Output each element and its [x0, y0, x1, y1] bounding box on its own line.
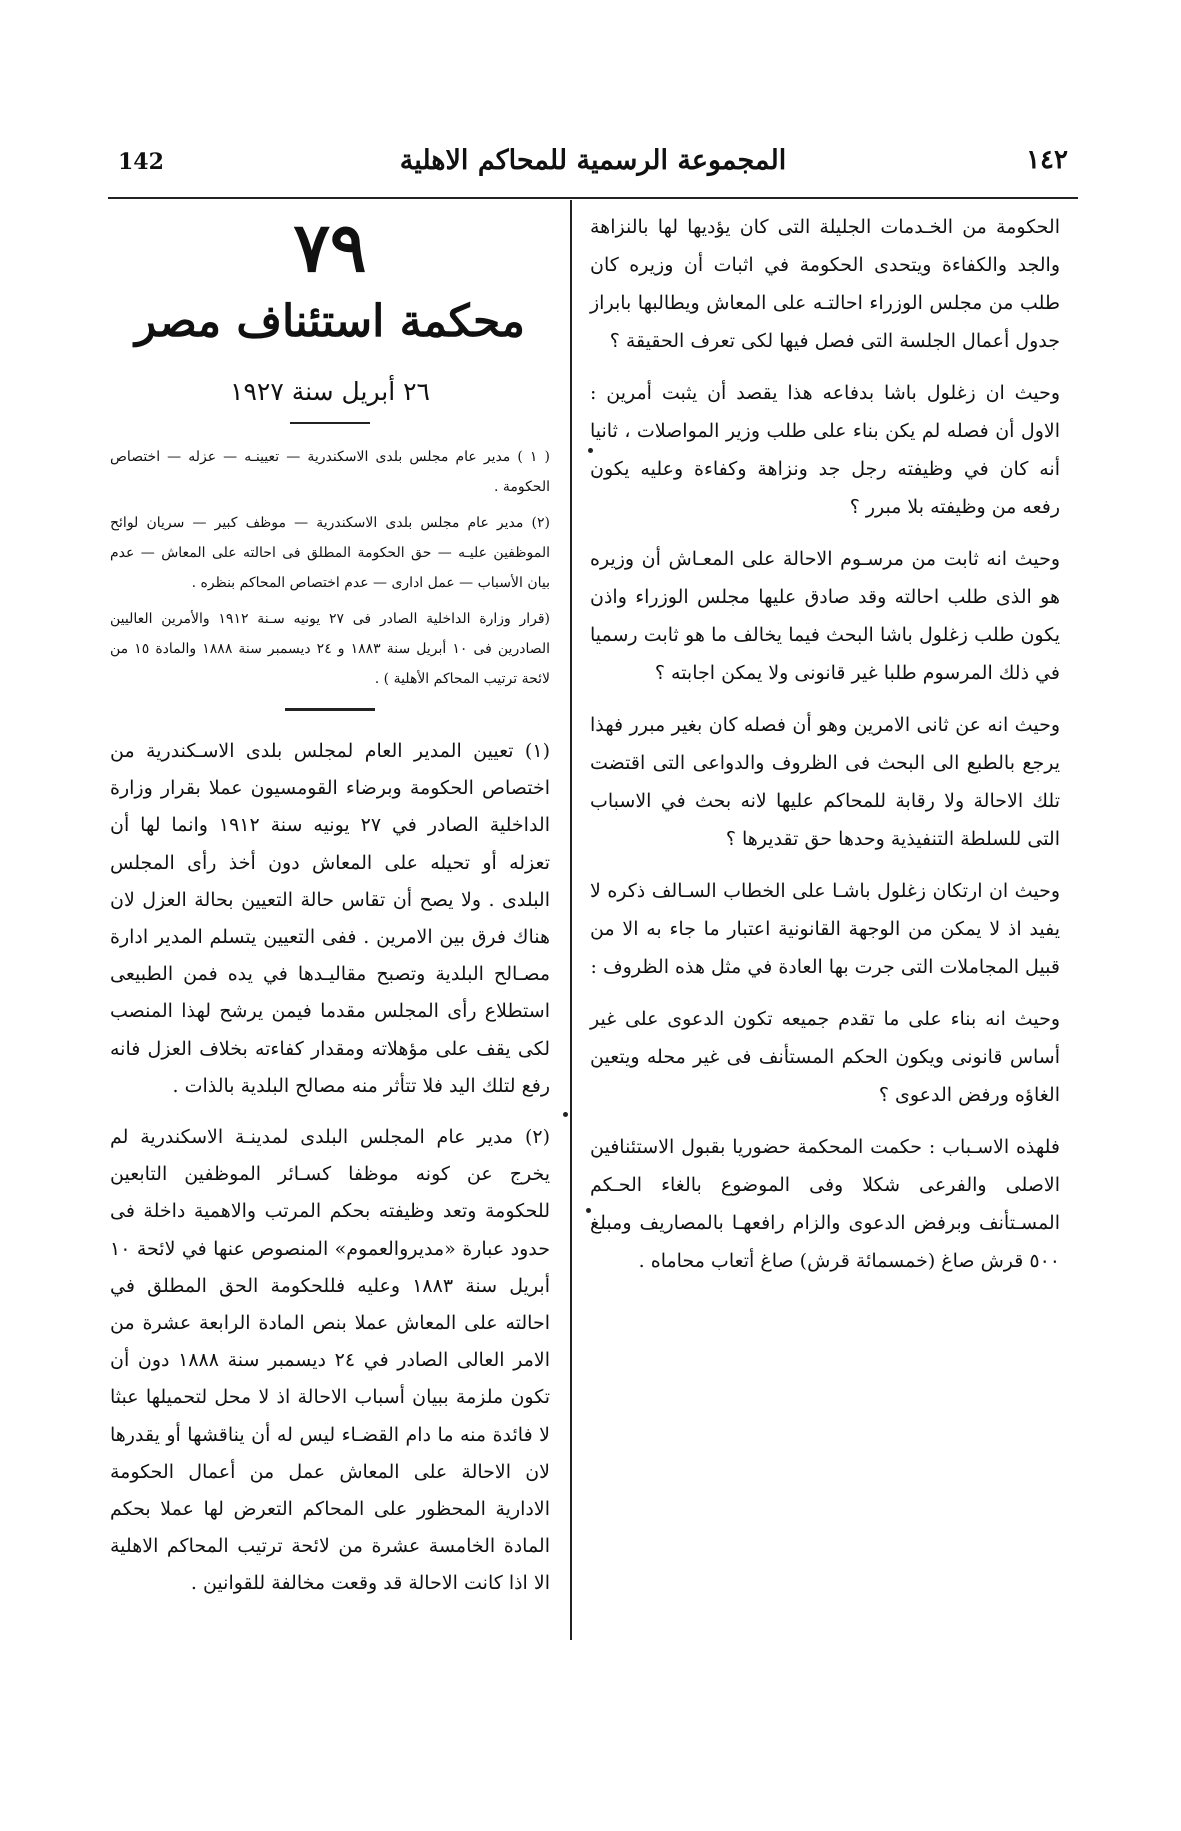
- left-column: [110, 208, 550, 1617]
- margin-dot: [588, 448, 593, 453]
- right-paragraph: الحكومة من الخـدمات الجليلة التى كان يؤديها لها بالنزاهة والجد والكفاءة ويتحدى الحكومة في اثبات أن وزيره كان طلب من مجلس الوزراء احالتـه على المعاش ويطالبها بابراز جدول أعمال الجلسة التى فصل فيها لكى تعرف الحقيقة ؟: [590, 216, 1060, 352]
- header-rule: [108, 197, 1078, 199]
- case-heading: [110, 208, 550, 410]
- summary-item: ( ١ ) مدير عام مجلس بلدى الاسكندرية — تعيينـه — عزله — اختصاص الحكومة .: [110, 449, 550, 495]
- court-name: محكمة استئناف مصر: [135, 296, 525, 347]
- margin-dot: [586, 1208, 591, 1213]
- summary-rule: [285, 708, 375, 711]
- heading-rule: [290, 422, 370, 424]
- right-paragraph: وحيث انه ثابت من مرسـوم الاحالة على المعـاش أن وزيره هو الذى طلب احالته وقد صادق عليها مجلس الوزراء واذن يكون طلب زغلول باشا البحث فيما يخالف ما هو ثابت رسميا في ذلك المرسوم طلبا غير قانونى ولا يمكن اجابته ؟: [590, 548, 1060, 684]
- right-column: [590, 208, 1060, 1294]
- column-divider: [570, 200, 572, 1640]
- right-paragraph: فلهذه الاسـباب : حكمت المحكمة حضوريا بقبول الاستئنافين الاصلى والفرعى شكلا وفى الموضوع بالغاء الحـكم المسـتأنف وبرفض الدعوى والزام رافعهـا بالمصاريف ومبلغ ٥٠٠ قرش صاغ (خمسمائة قرش) صاغ أتعاب محاماه .: [590, 1136, 1060, 1272]
- right-paragraph: وحيث انه بناء على ما تقدم جميعه تكون الدعوى على غير أساس قانونى ويكون الحكم المستأنف فى غير محله ويتعين الغاؤه ورفض الدعوى ؟: [590, 1008, 1060, 1106]
- right-paragraph: وحيث ان زغلول باشا بدفاعه هذا يقصد أن يثبت أمرين : الاول أن فصله لم يكن بناء على طلب وزير المواصلات ، ثانيا أنه كان في وظيفته رجل جد ونزاهة وكفاءة وعليه يكون رفعه من وظيفته بلا مبرر ؟: [590, 382, 1060, 518]
- publication-title: المجموعة الرسمية للمحاكم الاهلية: [399, 145, 787, 176]
- holding-paragraph: (٢) مدير عام المجلس البلدى لمدينـة الاسكندرية لم يخرج عن كونه موظفا كسـائر الموظفين التابعين للحكومة وتعد وظيفته بحكم المرتب والاهمية داخلة فى حدود عبارة «مديروالعموم» المنصوص عنها في لائحة ١٠ أبريل سنة ١٨٨٣ وعليه فللحكومة الحق المطلق في احالته على المعاش عملا بنص المادة الرابعة عشرة من الامر العالى الصادر في ٢٤ ديسمبر سنة ١٨٨٨ دون أن تكون ملزمة ببيان أسباب الاحالة اذ لا محل لتحميلها عبثا لا فائدة منه ما دام القضـاء ليس له أن يناقشها أو يقدرها لان الاحالة على المعاش عمل من أعمال الحكومة الادارية المحظور على المحاكم التعرض لها عملا بحكم المادة الخامسة عشرة من لائحة ترتيب المحاكم الاهلية الا اذا كانت الاحالة قد وقعت مخالفة للقوانين .: [110, 1126, 550, 1595]
- page-number-arabic: ١٤٢: [1026, 145, 1068, 175]
- case-date: ٢٦ أبريل سنة ١٩٢٧: [230, 377, 430, 406]
- case-number: ٧٩: [293, 208, 367, 288]
- summary-item: (٢) مدير عام مجلس بلدى الاسكندرية — موظف كبير — سريان لوائح الموظفين عليـه — حق الحكومة المطلق فى احالته على المعاش — عدم بيان الأسباب — عمل ادارى — عدم اختصاص المحاكم بنظره .: [110, 515, 550, 591]
- holding-paragraph: (١) تعيين المدير العام لمجلس بلدى الاسـكندرية من اختصاص الحكومة وبرضاء القومسيون عملا بقرار وزارة الداخلية الصادر في ٢٧ يونيه سنة ١٩١٢ وانما لها أن تعزله أو تحيله على المعاش دون أخذ رأى المجلس البلدى . ولا يصح أن تقاس حالة التعيين بحالة العزل لان هناك فرق بين الامرين . ففى التعيين يتسلم المدير ادارة مصـالح البلدية وتصبح مقاليـدها في يده فمن الطبيعى استطلاع رأى المجلس مقدما فيمن يرشح لهذا المنصب لكى يقف على مؤهلاته ومقدار كفاءته بخلاف العزل فانه رفع لتلك اليد فلا تتأثر منه مصالح البلدية بالذات .: [110, 740, 550, 1097]
- right-paragraph: وحيث انه عن ثانى الامرين وهو أن فصله كان بغير مبرر فهذا يرجع بالطبع الى البحث فى الظروف والدواعى التى اقتضت تلك الاحالة ولا رقابة للمحاكم عليها لانه بحث في الاسباب التى للسلطة التنفيذية وحدها حق تقديرها ؟: [590, 714, 1060, 850]
- summary-item: (قرار وزارة الداخلية الصادر فى ٢٧ يونيه سـنة ١٩١٢ والأمرين العاليين الصادرين فى ١٠ أبريل سنة ١٨٨٣ و ٢٤ ديسمبر سنة ١٨٨٨ والمادة ١٥ من لائحة ترتيب المحاكم الأهلية ) .: [110, 611, 551, 687]
- running-header: [118, 145, 1068, 185]
- right-paragraph: وحيث ان ارتكان زغلول باشـا على الخطاب السـالف ذكره لا يفيد اذ لا يمكن من الوجهة القانونية اعتبار ما جاء به الا من قبيل المجاملات التى جرت بها العادة في مثل هذه الظروف :: [590, 880, 1060, 978]
- page-number-latin: 142: [118, 149, 164, 175]
- margin-dot: [563, 1112, 568, 1117]
